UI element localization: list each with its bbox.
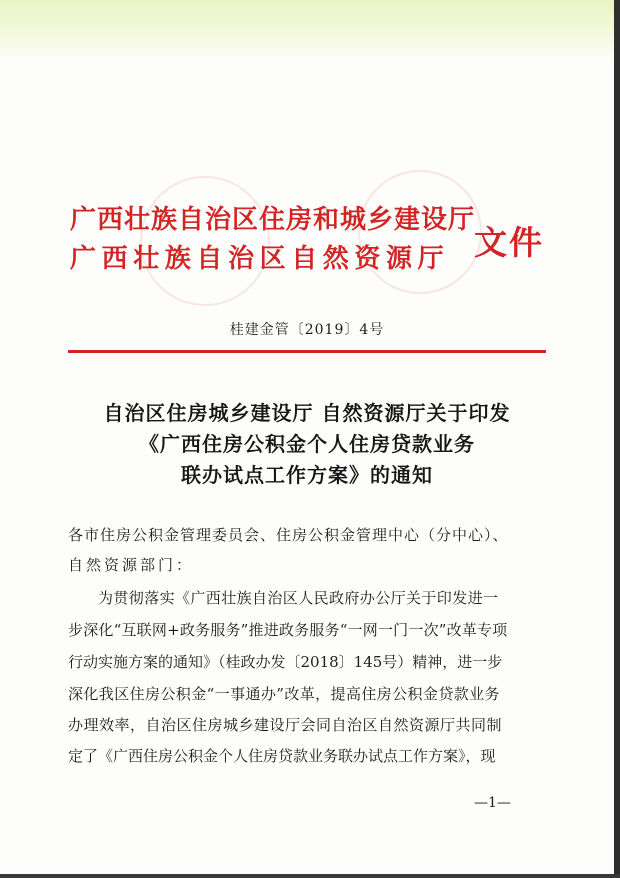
addressee-line-1: 各市住房公积金管理委员会、住房公积金管理中心（分中心）、 [68, 526, 509, 544]
red-separator-line [68, 350, 546, 353]
scan-right-edge [614, 0, 620, 878]
body-line-5: 办理效率，自治区住房城乡建设厅会同自治区自然资源厅共同制 [68, 716, 503, 734]
title-line-1: 自治区住房城乡建设厅 自然资源厅关于印发 [103, 401, 511, 425]
body-line-3: 行动实施方案的通知》（桂政办发〔2018〕145号）精神，进一步 [68, 653, 503, 671]
page-number: —1— [474, 795, 511, 811]
issuer-line-1: 广西壮族自治区住房和城乡建设厅 [70, 205, 476, 235]
document-type-label: 文件 [474, 223, 544, 262]
title-line-2: 《广西住房公积金个人住房贷款业务 [139, 432, 475, 456]
scan-bottom-edge [0, 874, 620, 878]
faint-seal-left [140, 176, 270, 306]
document-number: 桂建金管〔2019〕4号 [229, 322, 385, 338]
title-line-3: 联办试点工作方案》的通知 [181, 463, 433, 487]
scan-top-band [0, 0, 614, 60]
body-line-1: 为贯彻落实《广西壮族自治区人民政府办公厅关于印发进一 [98, 589, 499, 607]
body-line-2: 步深化“互联网+政务服务”推进政务服务“一网一门一次”改革专项 [68, 621, 508, 639]
body-line-6: 定了《广西住房公积金个人住房贷款业务联办试点工作方案》，现 [68, 747, 496, 765]
issuer-line-2: 广西壮族自治区自然资源厅 [70, 244, 450, 274]
addressee-line-2: 自然资源部门： [68, 556, 195, 574]
body-line-4: 深化我区住房公积金“一事通办”改革，提高住房公积金贷款业务 [68, 685, 500, 703]
